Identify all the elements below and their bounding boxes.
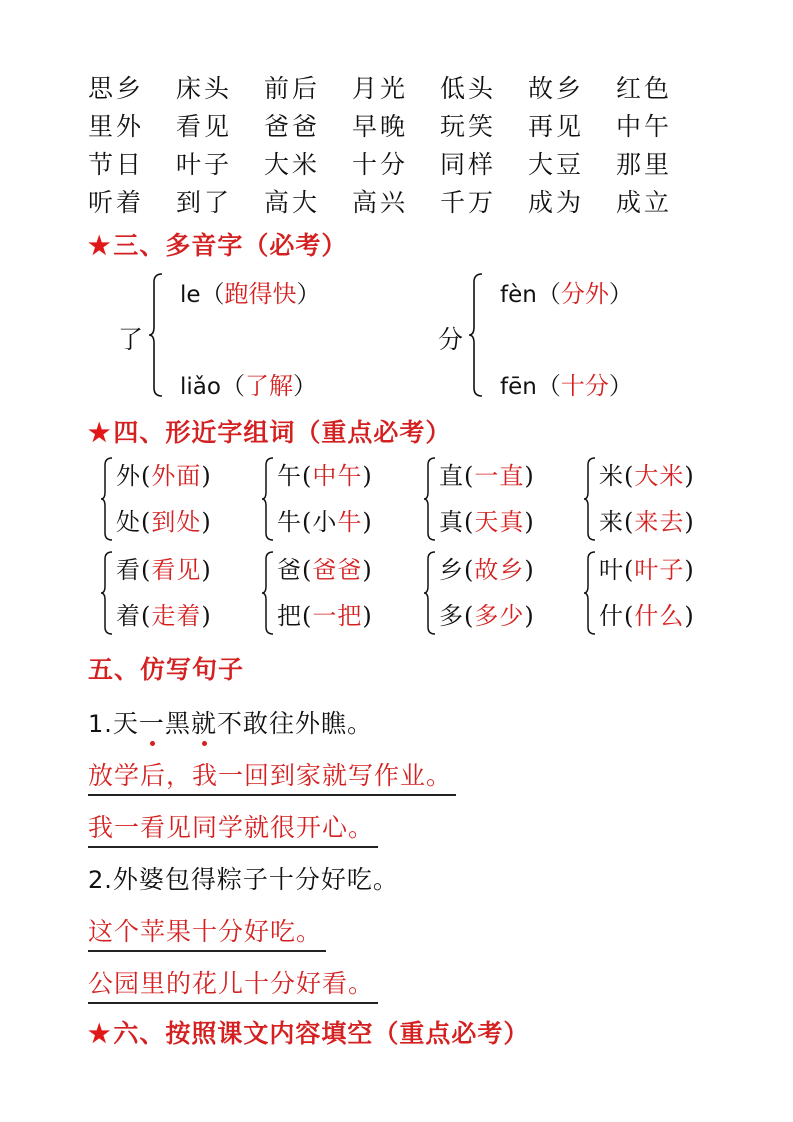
similar-char: 爸 [277, 556, 302, 584]
vocab-word: 那里 [616, 150, 673, 179]
answer-word: 看见 [151, 556, 202, 584]
answer-word: 了解 [244, 372, 293, 400]
example-sentence [88, 704, 373, 740]
vocab-word: 成立 [616, 188, 673, 217]
similar-char: 直 [439, 462, 464, 490]
brace-icon [583, 550, 597, 636]
answer-word: 走着 [151, 602, 202, 630]
vocab-word: 里外 [88, 112, 145, 141]
section-heading [88, 1014, 529, 1050]
section-title: 三、多音字（必考） [113, 231, 348, 260]
answer-sentence: 公园里的花儿十分好看。 [88, 964, 378, 1004]
vocab-word: 故乡 [528, 74, 585, 103]
polyphone-group [118, 268, 378, 402]
pinyin: liǎo [180, 374, 221, 400]
vocab-word: 成为 [528, 188, 585, 217]
polyphone-char: 了 [118, 325, 144, 354]
group-line: 外(外面) [116, 462, 212, 490]
group-line: 牛(小牛) [277, 508, 373, 536]
group-line: 来(来去) [599, 508, 695, 536]
vocab-word: 早晚 [352, 112, 409, 141]
star-icon: ★ [88, 418, 112, 447]
section-heading [88, 413, 451, 449]
answer-word: 中午 [312, 462, 363, 490]
answer-word: 大米 [634, 462, 685, 490]
vocab-word: 同样 [440, 150, 497, 179]
similar-char-group [261, 454, 411, 546]
vocab-row [88, 106, 704, 144]
similar-char: 处 [116, 508, 141, 536]
answer-word: 十分 [560, 372, 609, 400]
answer-word: 什么 [634, 602, 685, 630]
vocab-word: 大米 [264, 150, 321, 179]
section-heading [88, 650, 244, 686]
answer-word: 一把 [312, 602, 363, 630]
pinyin: le [180, 282, 201, 308]
answer-word: 叶子 [634, 556, 685, 584]
similar-char: 来 [599, 508, 624, 536]
group-line: 爸(爸爸) [277, 556, 373, 584]
group-line: 真(天真) [439, 508, 535, 536]
similar-char: 米 [599, 462, 624, 490]
vocab-row [88, 182, 704, 220]
vocab-word: 再见 [528, 112, 585, 141]
group-line: 把(一把) [277, 602, 373, 630]
paren: ） [292, 372, 317, 400]
vocab-word: 中午 [616, 112, 673, 141]
question-number: 1. [88, 710, 113, 738]
brace-icon [261, 456, 275, 542]
vocab-word: 叶子 [176, 150, 233, 179]
similar-char: 看 [116, 556, 141, 584]
brace-icon [261, 550, 275, 636]
emphasis-char: 一 [139, 704, 165, 740]
vocab-word: 到了 [176, 188, 233, 217]
vocab-grid [88, 68, 704, 220]
sentence-part: 天 [112, 709, 139, 738]
star-icon: ★ [88, 1019, 112, 1048]
vocab-row [88, 144, 704, 182]
similar-char: 叶 [599, 556, 624, 584]
answer-word-part: 牛 [337, 508, 363, 536]
section-title: 五、仿写句子 [88, 655, 245, 684]
paren: ） [608, 372, 633, 400]
group-line: 米(大米) [599, 462, 695, 490]
polyphone-line [500, 366, 633, 401]
paren: ） [608, 280, 633, 308]
group-line: 看(看见) [116, 556, 212, 584]
polyphone-line [500, 274, 633, 309]
brace-icon [468, 272, 484, 398]
group-line: 直(一直) [439, 462, 535, 490]
brace-icon [423, 550, 437, 636]
vocab-word: 思乡 [88, 74, 145, 103]
vocab-word: 月光 [352, 74, 409, 103]
answer-word: 多少 [474, 602, 525, 630]
similar-char-group [583, 454, 733, 546]
brace-icon [100, 456, 114, 542]
group-line: 什(什么) [599, 602, 695, 630]
brace-icon [583, 456, 597, 542]
vocab-word: 红色 [616, 74, 673, 103]
emphasis-char: 就 [191, 704, 217, 740]
vocab-row [88, 68, 704, 106]
group-line: 处(到处) [116, 508, 212, 536]
similar-char-group [100, 454, 250, 546]
paren: ） [296, 280, 321, 308]
answer-word: 爸爸 [312, 556, 363, 584]
polyphone-line [180, 366, 317, 401]
answer-word: 来去 [634, 508, 685, 536]
similar-char: 什 [599, 602, 624, 630]
group-line: 着(走着) [116, 602, 212, 630]
similar-char: 外 [116, 462, 141, 490]
brace-icon [148, 272, 164, 398]
similar-char-group [100, 548, 250, 640]
brace-icon [423, 456, 437, 542]
vocab-word: 高兴 [352, 188, 409, 217]
polyphone-char: 分 [438, 325, 464, 354]
example-sentence [88, 860, 399, 896]
vocab-word: 高大 [264, 188, 321, 217]
vocab-word: 床头 [176, 74, 233, 103]
vocab-word: 十分 [352, 150, 409, 179]
star-icon: ★ [88, 231, 112, 260]
vocab-word: 前后 [264, 74, 321, 103]
group-line: 午(中午) [277, 462, 373, 490]
vocab-word: 玩笑 [440, 112, 497, 141]
sentence-part: 外婆包得粽子十分好吃。 [112, 865, 399, 894]
group-line: 叶(叶子) [599, 556, 695, 584]
answer-word-part: 小 [312, 508, 338, 536]
similar-char: 牛 [277, 508, 302, 536]
answer-sentence: 我一看见同学就很开心。 [88, 808, 378, 848]
similar-char-group [261, 548, 411, 640]
paren: （ [536, 372, 561, 400]
group-line: 多(多少) [439, 602, 535, 630]
section-title: 六、按照课文内容填空（重点必考） [113, 1019, 530, 1048]
answer-word: 分外 [560, 280, 609, 308]
sentence-part: 黑 [164, 709, 191, 738]
polyphone-group [438, 268, 698, 402]
similar-char-group [583, 548, 733, 640]
question-number: 2. [88, 866, 113, 894]
vocab-word: 千万 [440, 188, 497, 217]
similar-char-group [423, 548, 573, 640]
pinyin: fēn [500, 374, 537, 400]
answer-word: 跑得快 [224, 280, 297, 308]
section-heading [88, 226, 347, 262]
similar-char: 真 [439, 508, 464, 536]
similar-char: 多 [439, 602, 464, 630]
answer-word: 外面 [151, 462, 202, 490]
vocab-word: 爸爸 [264, 112, 321, 141]
answer-sentence: 放学后，我一回到家就写作业。 [88, 756, 456, 796]
paren: （ [200, 280, 225, 308]
answer-word: 到处 [151, 508, 202, 536]
pinyin: fèn [500, 282, 537, 308]
vocab-word: 听着 [88, 188, 145, 217]
vocab-word: 看见 [176, 112, 233, 141]
paren: （ [220, 372, 245, 400]
vocab-word: 大豆 [528, 150, 585, 179]
answer-word: 故乡 [474, 556, 525, 584]
answer-sentence: 这个苹果十分好吃。 [88, 912, 326, 952]
similar-char-group [423, 454, 573, 546]
group-line: 乡(故乡) [439, 556, 535, 584]
vocab-word: 低头 [440, 74, 497, 103]
vocab-word: 节日 [88, 150, 145, 179]
similar-char: 着 [116, 602, 141, 630]
similar-char: 乡 [439, 556, 464, 584]
answer-word: 天真 [474, 508, 525, 536]
similar-char: 午 [277, 462, 302, 490]
polyphone-line [180, 274, 321, 309]
brace-icon [100, 550, 114, 636]
similar-char: 把 [277, 602, 302, 630]
section-title: 四、形近字组词（重点必考） [113, 418, 452, 447]
paren: （ [536, 280, 561, 308]
answer-word: 一直 [474, 462, 525, 490]
sentence-part: 不敢往外瞧。 [216, 709, 373, 738]
